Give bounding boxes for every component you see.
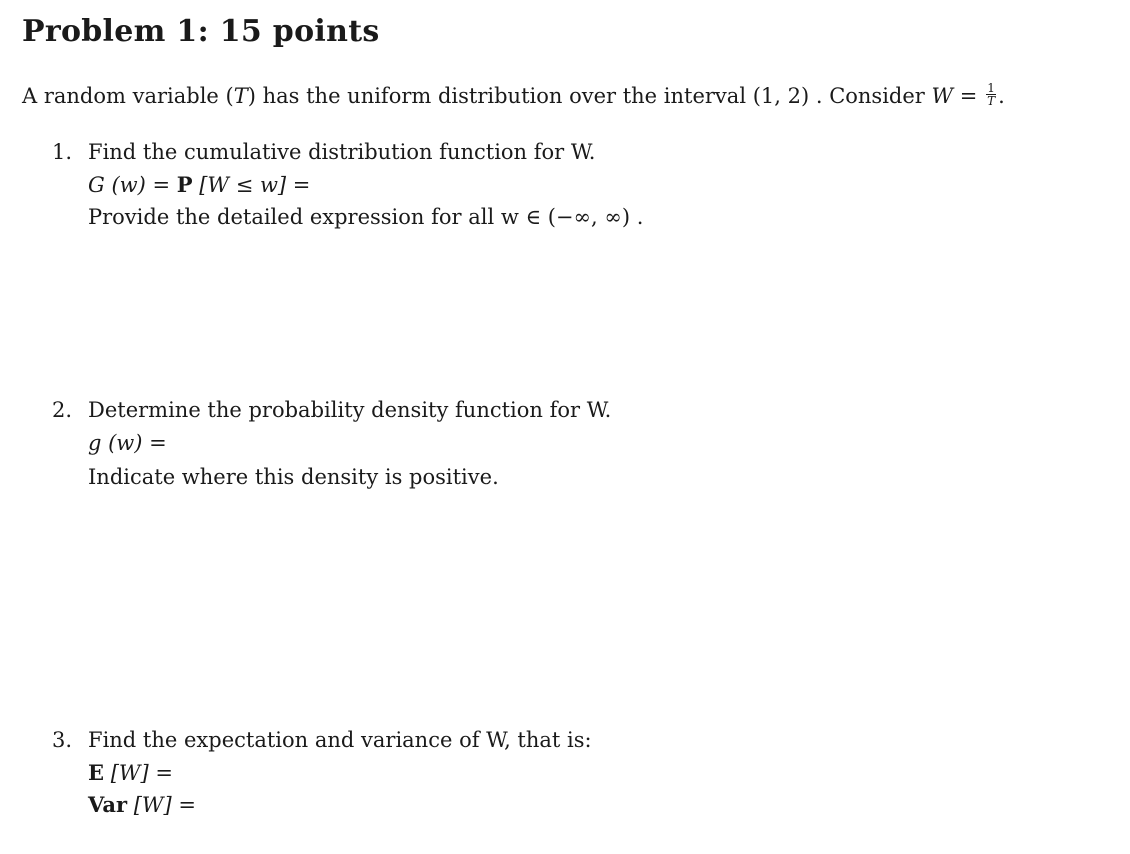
question-3-text: Find the expectation and variance of W, that is: [88,728,592,752]
question-1-instruction: Provide the detailed expression for all w ∈ (−∞, ∞) . [88,205,644,229]
question-2-instruction: Indicate where this density is positive. [88,465,499,489]
problem-title: Problem 1: 15 points [22,14,380,49]
question-3 [52,728,592,752]
question-2-text: Determine the probability density function for W. [88,398,612,422]
question-1-number: 1. [52,140,73,164]
fraction-numerator: 1 [987,81,995,95]
cdf-rhs: [W ≤ w] = [192,173,311,197]
variance-rest: [W] = [127,793,196,817]
question-2 [52,398,611,422]
question-1-formula [88,172,310,197]
question-1 [52,140,595,164]
variance-formula [88,792,196,817]
variance-operator: Var [88,792,128,817]
expectation-rest: [W] = [104,761,173,785]
intro-equals: = [953,84,985,108]
intro-var-t: T [233,84,248,108]
cdf-lhs: G (w) = [88,173,177,197]
intro-fraction [986,82,996,107]
intro-period: . [998,84,1005,108]
prob-operator: P [176,172,193,197]
expectation-formula [88,760,173,785]
question-3-number: 3. [52,728,73,752]
intro-text-before: A random variable ( [22,84,234,108]
problem-intro [22,81,1005,110]
expectation-operator: E [88,760,105,785]
intro-var-w: W [931,84,954,108]
intro-text-mid: ) has the uniform distribution over the interval (1, 2) . Consider [247,84,932,108]
question-2-number: 2. [52,398,73,422]
question-2-formula: g (w) = [88,431,167,455]
fraction-denominator: T [987,94,996,108]
question-1-text: Find the cumulative distribution function for W. [88,140,596,164]
